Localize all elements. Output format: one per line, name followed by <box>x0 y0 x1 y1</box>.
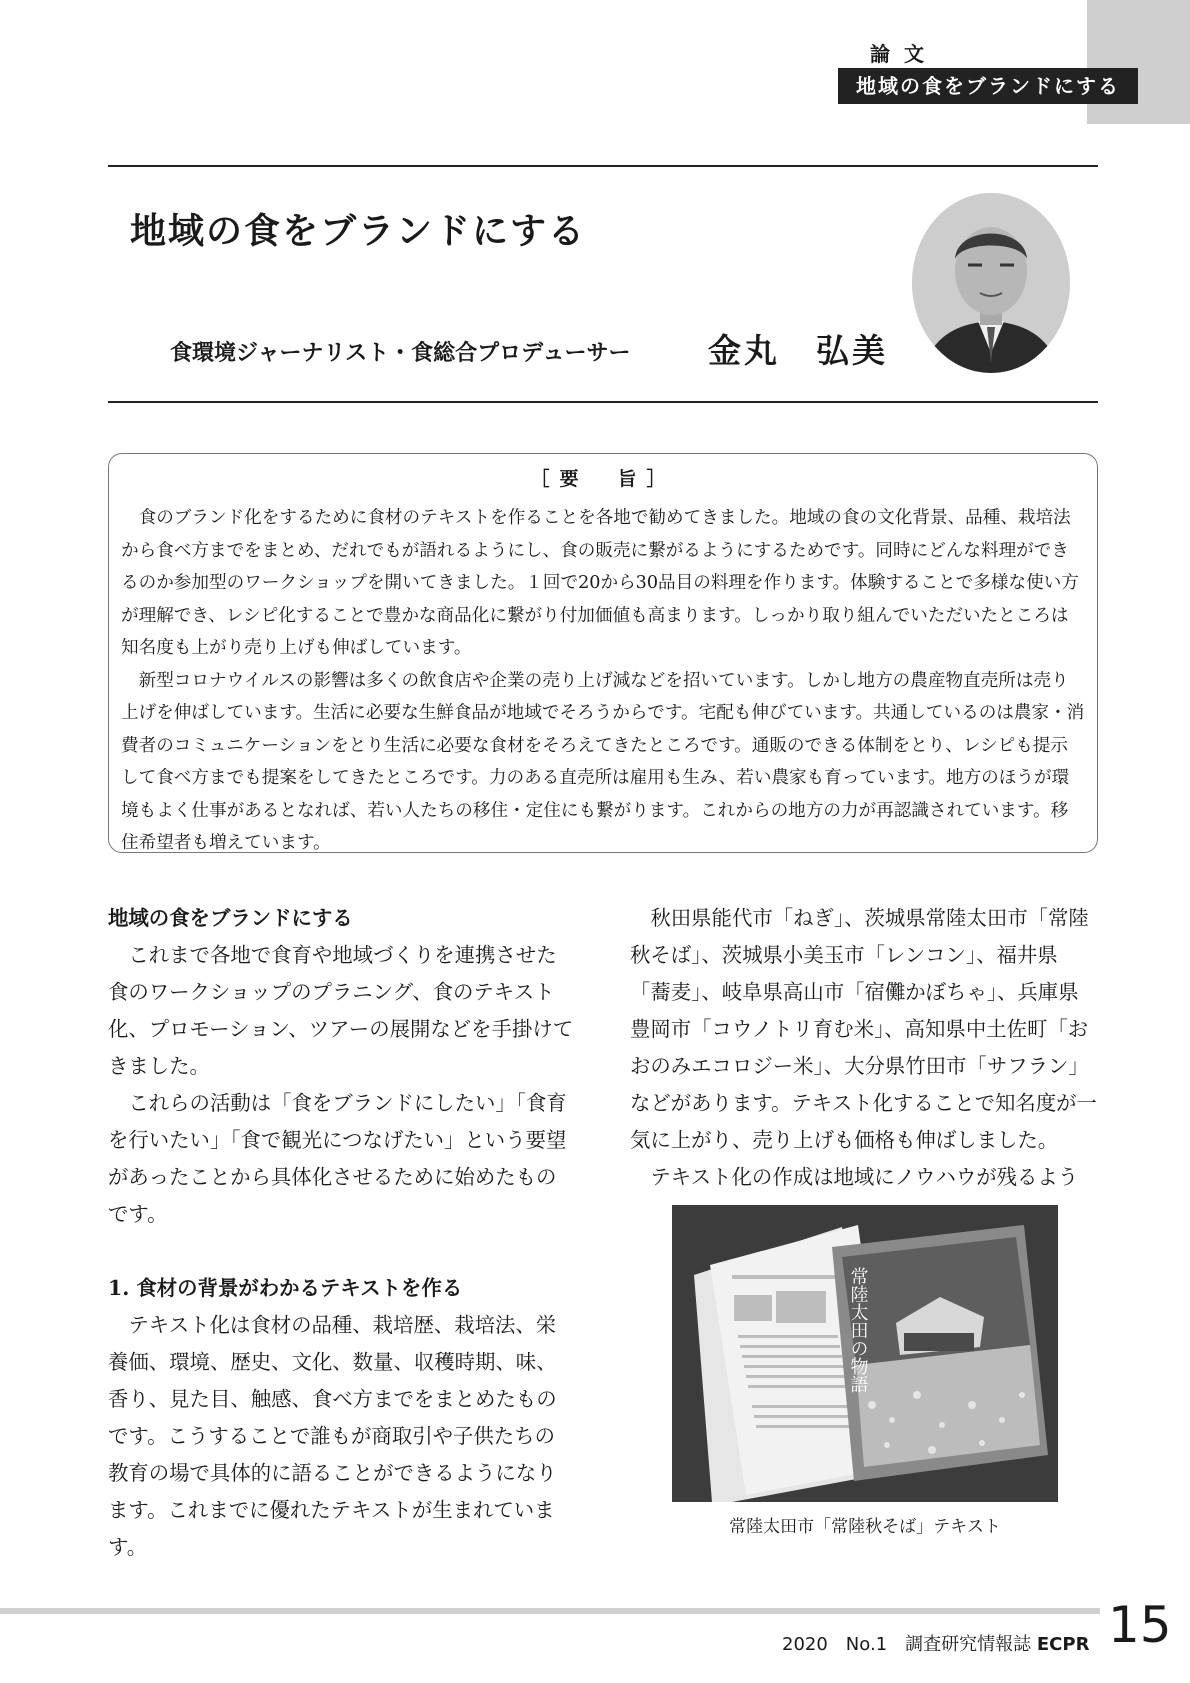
booklet-title: 常陸太田の物語 <box>847 1267 869 1393</box>
abstract-heading: ［要 旨］ <box>530 468 676 490</box>
article-title: 地域の食をブランドにする <box>130 211 587 252</box>
section-heading: 1. 食材の背景がわかるテキストを作る <box>108 1276 463 1300</box>
footer-rule <box>0 1608 1100 1614</box>
body-paragraph: これらの活動は「食をブランドにしたい」「食育を行いたい」「食で観光につなげたい」という要望があったことから具体化させるために始めたものです。 <box>108 1091 567 1226</box>
author-portrait <box>912 193 1070 373</box>
figure-photo <box>672 1205 1058 1502</box>
abstract-body <box>121 502 1085 860</box>
footer-issue <box>782 1630 1089 1656</box>
body-paragraph: テキスト化は食材の品種、栽培歴、栽培法、栄養価、環境、歴史、文化、数量、収穫時期、味、香り、見た目、触感、食べ方までをまとめたものです。こうすることで誰もが商取引や子供たちの教育の場で具体的に語ることができるようになります。これまでに優れたテキストが生まれています。 <box>108 1313 557 1559</box>
abstract-paragraph: 新型コロナウイルスの影響は多くの飲食店や企業の売り上げ減などを招いています。しかし地方の農産物直売所は売り上げを伸ばしています。生活に必要な生鮮食品が地域でそろうからです。宅配も伸びています。共通しているのは農家・消費者のコミュニケーションをとり生活に必要な食材をそろえてきたところです。通販のできる体制をとり、レシピも提示して食べ方までも提案をしてきたところです。力のある直売所は雇用も生み、若い農家も育っています。地方のほうが環境もよく仕事があるとなれば、若い人たちの移住・定住にも繋がります。これからの地方の力が再認識されています。移住希望者も増えています。 <box>121 670 1085 853</box>
abstract-paragraph: 食のブランド化をするために食材のテキストを作ることを各地で勧めてきました。地域の食の文化背景、品種、栽培法から食べ方までをまとめ、だれでもが語れるようにし、食の販売に繋がるようにするためです。同時にどんな料理ができるのか参加型のワークショップを開いてきました。１回で20から30品目の料理を作ります。体験することで多様な使い方が理解でき、レシピ化することで豊かな商品化に繋がり付加価値も高まります。しっかり取り組んでいただいたところは知名度も上がり売り上げも伸ばしています。 <box>121 508 1079 658</box>
body-paragraph: テキスト化の作成は地域にノウハウが残るよう <box>650 1165 1079 1189</box>
body-column-right <box>630 900 1098 1196</box>
body-paragraph: 秋田県能代市「ねぎ」、茨城県常陸太田市「常陸秋そば」、茨城県小美玉市「レンコン」、福井県「蕎麦」、岐阜県高山市「宿儺かぼちゃ」、兵庫県豊岡市「コウノトリ育む米」、高知県中土佐町「おおのみエコロジー米」、大分県竹田市「サフラン」などがあります。テキスト化することで知名度が一気に上がり、売り上げも価格も伸ばしました。 <box>630 906 1097 1152</box>
abstract-box <box>108 453 1098 853</box>
top-rule <box>108 165 1098 167</box>
section-title-bar: 地域の食をブランドにする <box>838 68 1138 104</box>
page-corner-tab <box>1087 0 1190 124</box>
header-bottom-rule <box>108 401 1098 403</box>
body-column-left <box>108 900 574 1566</box>
section-heading: 地域の食をブランドにする <box>108 906 353 930</box>
author-role: 食環境ジャーナリスト・食総合プロデューサー <box>170 341 631 366</box>
portrait-illustration <box>912 193 1070 373</box>
booklet-photo <box>672 1205 1058 1502</box>
footer-journal: ECPR <box>1036 1634 1090 1655</box>
footer-issue-text: 2020 No.1 調査研究情報誌 <box>782 1634 1032 1655</box>
section-label: 論文 <box>870 42 938 66</box>
figure-caption: 常陸太田市「常陸秋そば」テキスト <box>729 1517 1001 1537</box>
page-number: 15 <box>1108 1596 1172 1654</box>
author-name: 金丸 弘美 <box>708 331 888 370</box>
body-paragraph: これまで各地で食育や地域づくりを連携させた食のワークショップのプラニング、食のテキスト化、プロモーション、ツアーの展開などを手掛けてきました。 <box>108 943 574 1078</box>
